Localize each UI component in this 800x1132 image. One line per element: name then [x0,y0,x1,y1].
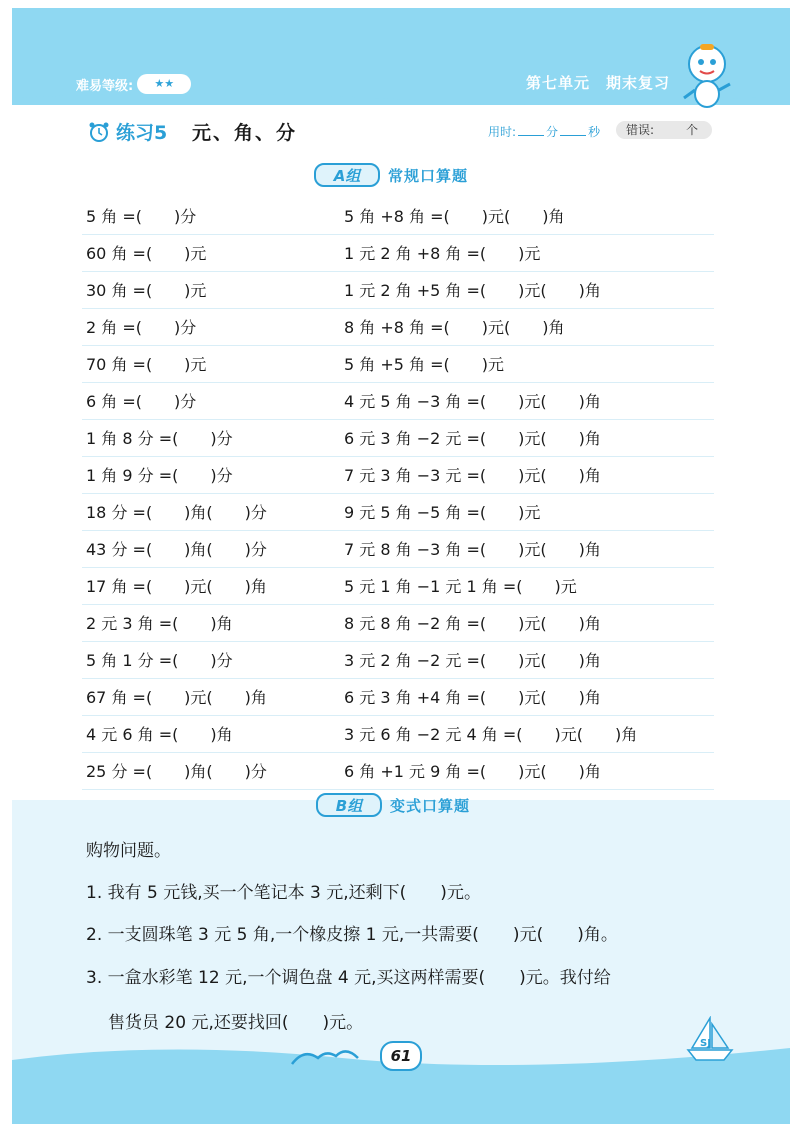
exercise-row [82,346,714,383]
section-b-badge: B组 [316,793,382,817]
exercise-left: 2 元 3 角 =( )角 [86,614,233,633]
word-problem-2: 2. 一支圆珠笔 3 元 5 角,一个橡皮擦 1 元,一共需要( )元( )角。 [86,925,618,945]
exercise-row [82,198,714,235]
exercise-left: 1 角 8 分 =( )分 [86,429,233,448]
exercise-right: 5 角 +5 角 =( )元 [344,355,505,374]
timer-label: 用时: [488,125,517,139]
exercise-left: 2 角 =( )分 [86,318,197,337]
seconds-blank[interactable] [560,135,586,136]
exercise-row [82,568,714,605]
errors-unit: 个 [685,123,698,137]
exercise-row [82,272,714,309]
exercise-title-row [88,118,718,148]
exercise-left: 18 分 =( )角( )分 [86,503,267,522]
exercise-row [82,457,714,494]
exercise-row [82,383,714,420]
sailboat-icon [684,1016,736,1066]
alarm-clock-icon [88,121,110,143]
difficulty-label: 难易等级: [76,78,134,94]
section-a-title: 常规口算题 [388,166,469,185]
exercise-left: 5 角 =( )分 [86,207,197,226]
exercise-row [82,235,714,272]
word-problem-intro: 购物问题。 [86,841,171,861]
exercise-row [82,716,714,753]
minutes-unit: 分 [546,125,559,139]
exercise-left: 30 角 =( )元 [86,281,207,300]
exercise-right: 3 元 6 角 −2 元 4 角 =( )元( )角 [344,725,638,744]
exercise-right: 6 元 3 角 −2 元 =( )元( )角 [344,429,601,448]
mascot-icon [676,40,738,112]
difficulty-rating [76,74,191,94]
section-a-badge: A组 [314,163,380,187]
exercise-left: 6 角 =( )分 [86,392,197,411]
exercise-left: 25 分 =( )角( )分 [86,762,267,781]
exercise-right: 7 元 3 角 −3 元 =( )元( )角 [344,466,601,485]
exercise-row [82,642,714,679]
lesson-topic: 元、角、分 [192,122,298,144]
seconds-unit: 秒 [588,125,601,139]
exercise-right: 1 元 2 角 +5 角 =( )元( )角 [344,281,601,300]
exercise-right: 8 角 +8 角 =( )元( )角 [344,318,565,337]
exercise-left: 1 角 9 分 =( )分 [86,466,233,485]
exercise-right: 5 角 +8 角 =( )元( )角 [344,207,565,226]
exercise-left: 67 角 =( )元( )角 [86,688,267,707]
errors-label: 错误: [626,123,655,137]
boat-label: SJ [700,1038,711,1049]
word-problem-3-continued: 售货员 20 元,还要找回( )元。 [108,1013,364,1033]
exercise-left: 70 角 =( )元 [86,355,207,374]
exercise-row [82,531,714,568]
exercise-right: 9 元 5 角 −5 角 =( )元 [344,503,541,522]
exercise-right: 7 元 8 角 −3 角 =( )元( )角 [344,540,601,559]
unit-title: 第七单元 期末复习 [525,74,670,92]
exercise-row [82,309,714,346]
exercise-right: 3 元 2 角 −2 元 =( )元( )角 [344,651,601,670]
word-problem-1: 1. 我有 5 元钱,买一个笔记本 3 元,还剩下( )元。 [86,883,481,903]
exercise-right: 6 元 3 角 +4 角 =( )元( )角 [344,688,601,707]
exercise-right: 6 角 +1 元 9 角 =( )元( )角 [344,762,601,781]
exercise-left: 60 角 =( )元 [86,244,207,263]
difficulty-stars: ★★ [137,74,191,94]
section-b-title: 变式口算题 [390,796,471,815]
exercise-right: 8 元 8 角 −2 角 =( )元( )角 [344,614,601,633]
time-used [488,123,600,140]
exercise-left: 4 元 6 角 =( )角 [86,725,233,744]
exercise-grid [82,198,714,790]
exercise-right: 4 元 5 角 −3 角 =( )元( )角 [344,392,601,411]
page-number: 61 [380,1041,422,1071]
exercise-row [82,679,714,716]
exercise-row [82,420,714,457]
error-count-box[interactable] [616,121,712,139]
exercise-right: 5 元 1 角 −1 元 1 角 =( )元 [344,577,577,596]
exercise-left: 17 角 =( )元( )角 [86,577,267,596]
exercise-row [82,753,714,790]
wave-splash-icon [290,1044,360,1068]
exercise-row [82,494,714,531]
exercise-left: 5 角 1 分 =( )分 [86,651,233,670]
lesson-number: 练习5 [116,122,168,144]
exercise-right: 1 元 2 角 +8 角 =( )元 [344,244,541,263]
exercise-row [82,605,714,642]
word-problem-3: 3. 一盒水彩笔 12 元,一个调色盘 4 元,买这两样需要( )元。我付给 [86,968,611,988]
minutes-blank[interactable] [518,135,544,136]
section-a-banner [314,162,468,188]
section-b-banner [316,792,470,818]
exercise-left: 43 分 =( )角( )分 [86,540,267,559]
